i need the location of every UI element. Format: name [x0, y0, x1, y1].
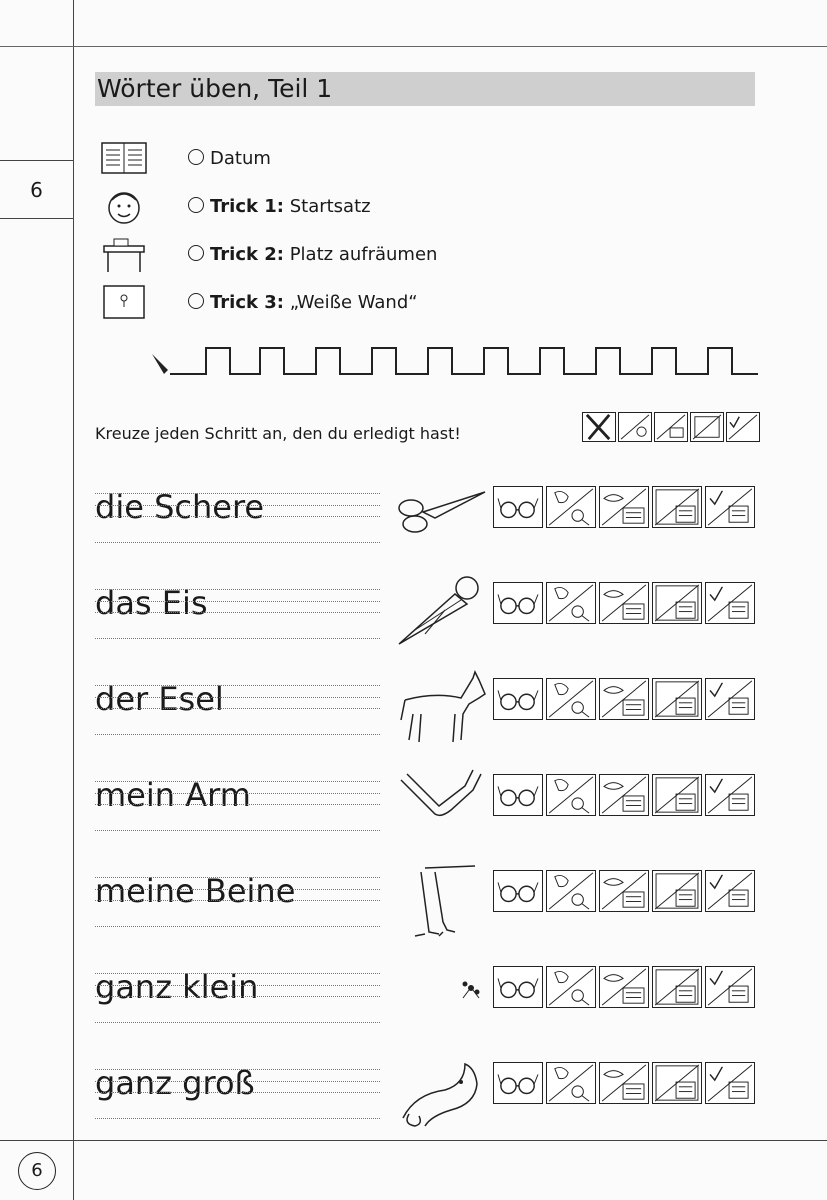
step-checkboxes — [493, 582, 758, 624]
window-write-icon — [690, 412, 724, 442]
top-rule — [0, 46, 827, 47]
dog-magnifier-icon[interactable] — [546, 678, 596, 720]
word-text: mein Arm — [95, 776, 251, 814]
ice-cream-icon — [395, 574, 490, 649]
writing-line — [95, 589, 380, 590]
writing-line — [95, 638, 380, 639]
writing-line — [95, 542, 380, 543]
dog-magnifier-icon[interactable] — [546, 582, 596, 624]
dog-magnifier-icon — [618, 412, 652, 442]
writing-line — [95, 996, 380, 997]
margin-line — [73, 0, 74, 1200]
check-write-icon — [726, 412, 760, 442]
window-write-icon[interactable] — [652, 486, 702, 528]
step-checkboxes — [493, 966, 758, 1008]
dog-magnifier-icon[interactable] — [546, 486, 596, 528]
writing-line — [95, 804, 380, 805]
check-write-icon[interactable] — [705, 1062, 755, 1104]
page-title: Wörter üben, Teil 1 — [97, 74, 333, 103]
window-write-icon[interactable] — [652, 774, 702, 816]
word-text: der Esel — [95, 680, 224, 718]
glasses-icon[interactable] — [493, 582, 543, 624]
legs-icon — [395, 862, 490, 937]
checkbox-circle[interactable] — [188, 293, 204, 309]
step-checkboxes — [493, 774, 758, 816]
writing-line — [95, 926, 380, 927]
trick-label: Platz aufräumen — [283, 244, 438, 265]
mouth-write-icon[interactable] — [599, 486, 649, 528]
dog-magnifier-icon[interactable] — [546, 774, 596, 816]
trick-item-weisse-wand: Trick 3: „Weiße Wand“ — [100, 282, 600, 326]
mouth-write-icon[interactable] — [599, 678, 649, 720]
bottom-rule — [0, 1140, 827, 1141]
trick-label: Startsatz — [283, 196, 371, 217]
word-row — [95, 478, 765, 558]
elephant-icon — [395, 1054, 490, 1129]
writing-line — [95, 697, 380, 698]
glasses-icon[interactable] — [493, 870, 543, 912]
word-text: das Eis — [95, 584, 208, 622]
mouth-write-icon[interactable] — [599, 774, 649, 816]
ant-icon — [395, 958, 490, 1033]
book-icon — [100, 138, 148, 178]
writing-line — [95, 1022, 380, 1023]
step-checkboxes — [493, 1062, 758, 1104]
word-text: meine Beine — [95, 872, 296, 910]
writing-line — [95, 877, 380, 878]
step-checkboxes — [493, 486, 758, 528]
writing-line — [95, 685, 380, 686]
mouth-write-icon[interactable] — [599, 1062, 649, 1104]
check-write-icon[interactable] — [705, 678, 755, 720]
writing-line — [95, 493, 380, 494]
step-header — [582, 412, 762, 442]
arm-icon — [395, 766, 490, 841]
writing-line — [95, 889, 380, 890]
dog-magnifier-icon[interactable] — [546, 870, 596, 912]
check-write-icon[interactable] — [705, 774, 755, 816]
trick-item-platz: Trick 2: Platz aufräumen — [100, 234, 600, 278]
glasses-icon[interactable] — [493, 1062, 543, 1104]
dog-magnifier-icon[interactable] — [546, 1062, 596, 1104]
writing-line — [95, 612, 380, 613]
writing-line — [95, 1118, 380, 1119]
trick-item-startsatz: Trick 1: Startsatz — [100, 186, 600, 230]
writing-line — [95, 781, 380, 782]
word-row — [95, 766, 765, 846]
writing-line — [95, 708, 380, 709]
word-row — [95, 862, 765, 942]
mouth-write-icon[interactable] — [599, 966, 649, 1008]
word-row — [95, 1054, 765, 1134]
mouth-write-icon[interactable] — [599, 870, 649, 912]
pencil-path-icon — [150, 340, 760, 386]
writing-line — [95, 830, 380, 831]
checkbox-circle[interactable] — [188, 197, 204, 213]
word-text: ganz groß — [95, 1064, 255, 1102]
writing-line — [95, 1092, 380, 1093]
word-text: ganz klein — [95, 968, 259, 1006]
mouth-write-icon[interactable] — [599, 582, 649, 624]
writing-line — [95, 601, 380, 602]
checkbox-circle[interactable] — [188, 245, 204, 261]
instruction-text: Kreuze jeden Schritt an, den du erledigt hast! — [95, 424, 461, 443]
trick-item-datum — [100, 138, 600, 182]
crossed-glasses-icon — [582, 412, 616, 442]
glasses-icon[interactable] — [493, 966, 543, 1008]
desk-icon — [100, 234, 148, 274]
word-row — [95, 574, 765, 654]
checkbox-circle[interactable] — [188, 149, 204, 165]
glasses-icon[interactable] — [493, 678, 543, 720]
step-checkboxes — [493, 678, 758, 720]
writing-line — [95, 900, 380, 901]
writing-line — [95, 505, 380, 506]
page-number: 6 — [18, 1152, 56, 1190]
step-checkboxes — [493, 870, 758, 912]
side-rule — [0, 160, 73, 161]
glasses-icon[interactable] — [493, 774, 543, 816]
donkey-icon — [395, 670, 490, 745]
writing-line — [95, 1069, 380, 1070]
side-page-number: 6 — [30, 178, 43, 202]
check-write-icon[interactable] — [705, 582, 755, 624]
white-wall-icon — [100, 282, 148, 322]
side-rule — [0, 218, 73, 219]
word-row — [95, 958, 765, 1038]
word-text: die Schere — [95, 488, 265, 526]
word-row — [95, 670, 765, 750]
writing-line — [95, 985, 380, 986]
writing-line — [95, 793, 380, 794]
trick-label: „Weiße Wand“ — [283, 292, 418, 313]
mouth-write-icon — [654, 412, 688, 442]
trick-label: Datum — [210, 148, 271, 169]
face-icon — [100, 186, 148, 226]
writing-line — [95, 734, 380, 735]
writing-line — [95, 516, 380, 517]
writing-line — [95, 1081, 380, 1082]
window-write-icon[interactable] — [652, 966, 702, 1008]
window-write-icon[interactable] — [652, 1062, 702, 1104]
check-write-icon[interactable] — [705, 486, 755, 528]
dog-magnifier-icon[interactable] — [546, 966, 596, 1008]
check-write-icon[interactable] — [705, 870, 755, 912]
check-write-icon[interactable] — [705, 966, 755, 1008]
scissors-icon — [395, 478, 490, 553]
window-write-icon[interactable] — [652, 870, 702, 912]
window-write-icon[interactable] — [652, 582, 702, 624]
writing-line — [95, 973, 380, 974]
window-write-icon[interactable] — [652, 678, 702, 720]
glasses-icon[interactable] — [493, 486, 543, 528]
